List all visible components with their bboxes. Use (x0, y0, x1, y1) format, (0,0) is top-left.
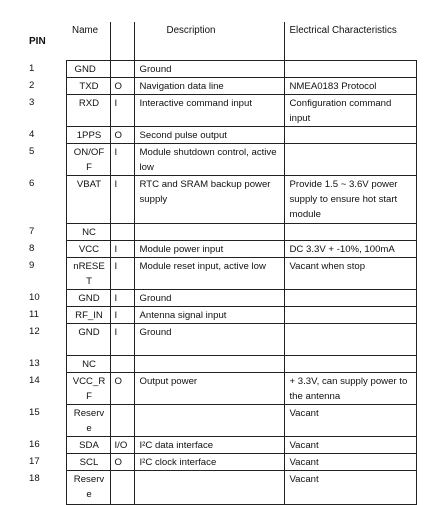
pin-number: 16 (29, 439, 40, 450)
pin-electrical: Configuration command input (284, 94, 416, 126)
pin-direction: I (110, 94, 134, 126)
pin-electrical (284, 289, 416, 306)
table-row (20, 175, 416, 223)
pin-description (134, 470, 284, 504)
pin-electrical: DC 3.3V + -10%, 100mA (284, 240, 416, 257)
pin-table (20, 22, 417, 505)
pin-electrical (284, 306, 416, 323)
table-row (20, 323, 416, 355)
pin-description: Module reset input, active low (134, 257, 284, 289)
pin-description: Output power (134, 372, 284, 404)
table-row (20, 94, 416, 126)
pin-number: 5 (29, 146, 35, 157)
pin-number: 9 (29, 260, 35, 271)
table-row (20, 289, 416, 306)
header-direction (110, 22, 134, 60)
pin-name: GND (66, 289, 110, 306)
pin-number: 17 (29, 456, 40, 467)
pin-electrical: Vacant (284, 436, 416, 453)
pin-electrical: Vacant when stop (284, 257, 416, 289)
pin-description: Interactive command input (134, 94, 284, 126)
pin-name: TXD (66, 77, 110, 94)
pin-direction (110, 404, 134, 436)
pin-name: nRESET (66, 257, 110, 289)
table-row (20, 453, 416, 470)
pin-description: Antenna signal input (134, 306, 284, 323)
table-row (20, 372, 416, 404)
table-row (20, 60, 416, 77)
table-row (20, 223, 416, 240)
pin-electrical (284, 126, 416, 143)
pin-direction: I/O (110, 436, 134, 453)
pin-number: 1 (29, 63, 35, 74)
pin-name: ON/OFF (66, 143, 110, 175)
pin-description: I²C clock interface (134, 453, 284, 470)
pin-number: 10 (29, 292, 40, 303)
pin-number: 3 (29, 97, 35, 108)
pin-direction: O (110, 77, 134, 94)
pin-electrical: Vacant (284, 404, 416, 436)
table-row (20, 404, 416, 436)
pin-electrical (284, 60, 416, 77)
pin-electrical: Vacant (284, 453, 416, 470)
pin-electrical: NMEA0183 Protocol (284, 77, 416, 94)
table-row (20, 306, 416, 323)
pin-number: 12 (29, 326, 40, 337)
pin-number: 14 (29, 375, 40, 386)
pin-description: Second pulse output (134, 126, 284, 143)
header-pin: PIN (29, 36, 46, 47)
pin-direction: O (110, 372, 134, 404)
header-description: Description (134, 22, 284, 60)
pin-direction: I (110, 175, 134, 223)
pin-name: 1PPS (66, 126, 110, 143)
pin-description (134, 404, 284, 436)
pin-name: GND (66, 323, 110, 355)
pin-direction: I (110, 143, 134, 175)
pin-name: RF_IN (66, 306, 110, 323)
pin-description: RTC and SRAM backup power supply (134, 175, 284, 223)
pin-direction (110, 355, 134, 372)
pin-name: NC (66, 223, 110, 240)
pin-description: Ground (134, 323, 284, 355)
pin-direction (110, 470, 134, 504)
pin-name: GND (66, 60, 110, 77)
table-row (20, 355, 416, 372)
pin-number: 2 (29, 80, 35, 91)
pin-electrical (284, 323, 416, 355)
pin-electrical (284, 355, 416, 372)
pin-name: Reserve (66, 404, 110, 436)
pin-electrical: Provide 1.5 ~ 3.6V power supply to ensure hot start module (284, 175, 416, 223)
pin-name: VCC (66, 240, 110, 257)
pin-name: NC (66, 355, 110, 372)
pin-direction: O (110, 453, 134, 470)
pin-description: Navigation data line (134, 77, 284, 94)
pin-description (134, 355, 284, 372)
table-row (20, 77, 416, 94)
pin-name: SDA (66, 436, 110, 453)
pin-direction: I (110, 240, 134, 257)
pin-direction: I (110, 323, 134, 355)
pin-direction: I (110, 257, 134, 289)
pin-number: 8 (29, 243, 35, 254)
table-row (20, 470, 416, 504)
pin-number: 4 (29, 129, 35, 140)
pin-name: SCL (66, 453, 110, 470)
header-electrical: Electrical Characteristics (284, 22, 416, 60)
table-row (20, 126, 416, 143)
pin-electrical: Vacant (284, 470, 416, 504)
pin-name: VBAT (66, 175, 110, 223)
table-row (20, 436, 416, 453)
pin-direction: I (110, 289, 134, 306)
table-row (20, 240, 416, 257)
pin-name: RXD (66, 94, 110, 126)
pin-number: 7 (29, 226, 35, 237)
pin-description (134, 223, 284, 240)
pin-description: Ground (134, 60, 284, 77)
pin-number: 6 (29, 178, 35, 189)
pin-number: 13 (29, 358, 40, 369)
pin-direction (110, 60, 134, 77)
pin-name: Reserve (66, 470, 110, 504)
pin-description: Ground (134, 289, 284, 306)
pin-description: Module shutdown control, active low (134, 143, 284, 175)
header-name: Name (66, 22, 110, 60)
pin-number: 11 (29, 309, 39, 320)
table-row (20, 257, 416, 289)
pin-electrical: + 3.3V, can supply power to the antenna (284, 372, 416, 404)
pin-number: 15 (29, 407, 40, 418)
pin-direction: I (110, 306, 134, 323)
pin-direction (110, 223, 134, 240)
pin-description: I²C data interface (134, 436, 284, 453)
pin-name: VCC_RF (66, 372, 110, 404)
pin-description: Module power input (134, 240, 284, 257)
pin-number: 18 (29, 473, 40, 484)
pin-electrical (284, 143, 416, 175)
table-row (20, 143, 416, 175)
table-header-row (20, 22, 416, 60)
pin-direction: O (110, 126, 134, 143)
pin-electrical (284, 223, 416, 240)
